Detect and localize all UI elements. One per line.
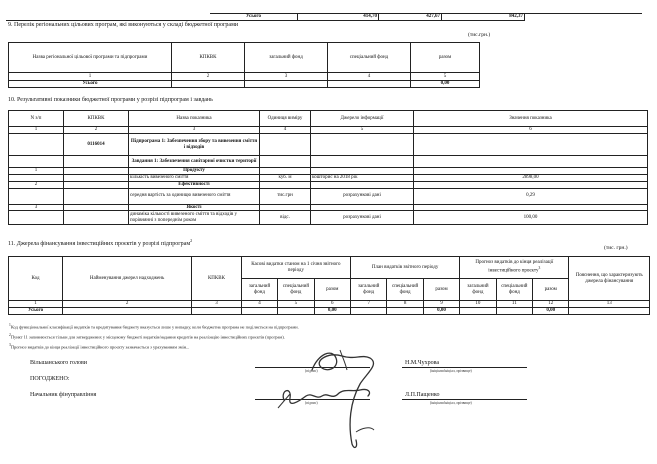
- sec10-indicator-unit: тис.грн: [260, 188, 311, 204]
- sec9-colnum: 4: [328, 73, 411, 81]
- sec10-header-kpkvk: КПКВК: [64, 111, 129, 127]
- head-name: Н.М.Чухрова: [405, 360, 439, 366]
- footnote-1: [9, 323, 299, 329]
- sec11-header-kpkvk: КПКВК: [192, 257, 242, 301]
- sec10-indicator-unit: відс.: [260, 211, 311, 225]
- sec10-indicator-value: 100,00: [414, 211, 648, 225]
- sec10-indicator-unit: куб. м: [260, 174, 311, 181]
- sec11-header-forecast-text: Прогноз видатків до кінця реалізації інвестиційного проєкту: [475, 260, 554, 274]
- sec9-header-general: загальний фонд: [245, 43, 328, 73]
- footnote-mark: 2: [190, 238, 193, 243]
- top-total-label: Усього: [210, 14, 298, 21]
- sec10-indicator-name: середня вартість за одиницю вивезеного сміття: [129, 188, 260, 204]
- sec9-header-total: разом: [411, 43, 480, 73]
- sec9-total-value: 0,00: [411, 81, 480, 88]
- head-name-line: [402, 367, 527, 368]
- sec10-colnum: 3: [129, 127, 260, 134]
- sec10-colnum: 1: [9, 127, 64, 134]
- fin-title: Начальник фінуправління: [30, 392, 97, 398]
- sec10-header-value: Значення показника: [414, 111, 648, 127]
- footnote-text: Код функціональної класифікації видатків та кредитування бюджету вказується лише у випадку, коли бюджетна програма не поділяється на підпрограми.: [10, 324, 299, 330]
- sec11-colnum: 6: [314, 301, 350, 308]
- sec11-sub-special: спеціальний фонд: [496, 279, 532, 301]
- footnote-text: Пункт 11 заповнюється тільки для затверджених у місцевому бюджеті видатків/надання кредитів на реалізацію інвестиційних проєктів (програм).: [10, 334, 285, 340]
- sec10-group-num: 3: [9, 204, 64, 211]
- sec11-total-label: Усього: [9, 307, 63, 314]
- sec10-colnum: 6: [414, 127, 648, 134]
- section-11-title: [8, 238, 192, 247]
- name-caption: (ініціали/ініціал, прізвище): [430, 369, 472, 373]
- sec9-header-special: спеціальний фонд: [328, 43, 411, 73]
- sec9-header-kpkvk: КПКВК: [172, 43, 245, 73]
- sec11-colnum: 10: [460, 301, 496, 308]
- sec11-colnum: 5: [278, 301, 314, 308]
- sec11-colnum: 13: [569, 301, 650, 308]
- fin-name: Л.П.Пащенко: [405, 392, 440, 398]
- sec10-group-num: 2: [9, 181, 64, 188]
- sec10-indicator-value: 2898,00: [414, 174, 648, 181]
- sign-caption: (підпис): [305, 369, 318, 373]
- sign-caption: (підпис): [305, 401, 318, 405]
- sec11-colnum: 1: [9, 301, 63, 308]
- sec11-header-note: Пояснення, що характеризують джерела фінансування: [569, 257, 650, 301]
- sec11-colnum: 7: [350, 301, 386, 308]
- sec11-colnum: 11: [496, 301, 532, 308]
- sec10-colnum: 2: [64, 127, 129, 134]
- sec11-colnum: 2: [63, 301, 192, 308]
- sec11-total-forecast: 0,00: [533, 307, 569, 314]
- sec10-colnum: 4: [260, 127, 311, 134]
- fin-name-line: [402, 399, 527, 400]
- name-caption: (ініціали/ініціал, прізвище): [430, 401, 472, 405]
- section-10-title: 10. Результативні показники бюджетної програми у розрізі підпрограм і завдань: [8, 97, 213, 103]
- section-9-unit: (тис.грн.): [468, 32, 491, 38]
- section-11-title-text: 11. Джерела фінансування інвестиційних проєктів у розрізі підпрограм: [8, 241, 191, 247]
- sec11-colnum: 3: [192, 301, 242, 308]
- sec10-indicator-name: динаміка кількості вивезеного сміття та відходів у порівнянні з попереднім роком: [129, 211, 260, 225]
- footnote-mark: 2: [9, 333, 11, 337]
- sec9-colnum: 3: [245, 73, 328, 81]
- sec11-colnum: 9: [423, 301, 459, 308]
- sec10-colnum: 5: [311, 127, 414, 134]
- section-9-table: [8, 42, 480, 88]
- sec11-header-name: Найменування джерел надходжень: [63, 257, 192, 301]
- sec11-sub-special: спеціальний фонд: [278, 279, 314, 301]
- footnote-mark: 3: [9, 343, 11, 347]
- sec10-kpkvk: 0116014: [64, 134, 129, 156]
- sec10-indicator-value: 0,29: [414, 188, 648, 204]
- sec11-sub-total: разом: [423, 279, 459, 301]
- sec9-colnum: 2: [172, 73, 245, 81]
- sec9-colnum: 1: [9, 73, 172, 81]
- sec11-header-plan: План видатків звітного періоду: [350, 257, 459, 279]
- sec11-colnum: 8: [387, 301, 423, 308]
- sec9-header-name: Назва регіональної цільової програми та підпрограми: [9, 43, 172, 73]
- footnote-2: [9, 333, 285, 339]
- sec10-group-name: Якості: [129, 204, 260, 211]
- sec10-header-name: Назва показника: [129, 111, 260, 127]
- sec11-total-cash: 0,00: [314, 307, 350, 314]
- sec10-subprogram: Підпрограма 1: Забезпечення збору та вивезення сміття і відходів: [129, 134, 260, 156]
- sec10-header-source: Джерело інформації: [311, 111, 414, 127]
- sec11-sub-general: загальний фонд: [460, 279, 496, 301]
- sec11-sub-general: загальний фонд: [241, 279, 277, 301]
- top-total-table: [6, 13, 642, 21]
- footnote-mark: 1: [9, 323, 11, 327]
- sec10-indicator-source: розрахункові дані: [311, 211, 414, 225]
- sec10-task: Завдання 1: Забезпечення санітарної очистки території: [129, 156, 260, 168]
- head-title: Вільшанського голови: [30, 360, 87, 366]
- sec11-colnum: 4: [241, 301, 277, 308]
- sec11-sub-special: спеціальний фонд: [387, 279, 423, 301]
- sec10-group-num: 1: [9, 168, 64, 175]
- top-total-sum: 842,37: [442, 14, 525, 21]
- sec11-sub-general: загальний фонд: [350, 279, 386, 301]
- section-9-title: 9. Перелік регіональних цільових програм, які виконуються у складі бюджетної програми: [8, 22, 239, 28]
- sec10-indicator-source: кошторис на 2018 рік: [311, 174, 414, 181]
- sec9-colnum: 5: [411, 73, 480, 81]
- top-total-special: 427,67: [379, 14, 442, 21]
- section-11-unit: (тис. грн.): [604, 245, 628, 251]
- sec10-header-unit: Одиниця виміру: [260, 111, 311, 127]
- sec11-header-cash: Касові видатки станом на 1 січня звітного періоду: [241, 257, 350, 279]
- sec10-group-name: Ефективності: [129, 181, 260, 188]
- sec9-total-label: Усього: [9, 81, 172, 88]
- sec11-header-code: Код: [9, 257, 63, 301]
- section-10-table: [8, 110, 648, 225]
- footnote-3: [9, 343, 189, 349]
- agreed-label: ПОГОДЖЕНО:: [30, 376, 70, 382]
- footnote-mark: 3: [538, 266, 541, 271]
- sec11-sub-total: разом: [533, 279, 569, 301]
- sec11-header-forecast: [460, 257, 569, 279]
- sec10-indicator-name: кількість вивезеного сміття: [129, 174, 260, 181]
- section-11-table: [8, 256, 650, 315]
- sec10-indicator-source: розрахункові дані: [311, 188, 414, 204]
- handwritten-signature-finance: [268, 378, 378, 418]
- sec10-header-num: N з/п: [9, 111, 64, 127]
- top-total-general: 414,70: [298, 14, 379, 21]
- sec11-colnum: 12: [533, 301, 569, 308]
- sec10-group-name: Продукту: [129, 168, 260, 175]
- footnote-text: Прогноз видатків до кінця реалізації інвестиційного проєкту зазначається з урахуванням змін...: [10, 344, 190, 350]
- sec11-sub-total: разом: [314, 279, 350, 301]
- sec11-total-plan: 0,00: [423, 307, 459, 314]
